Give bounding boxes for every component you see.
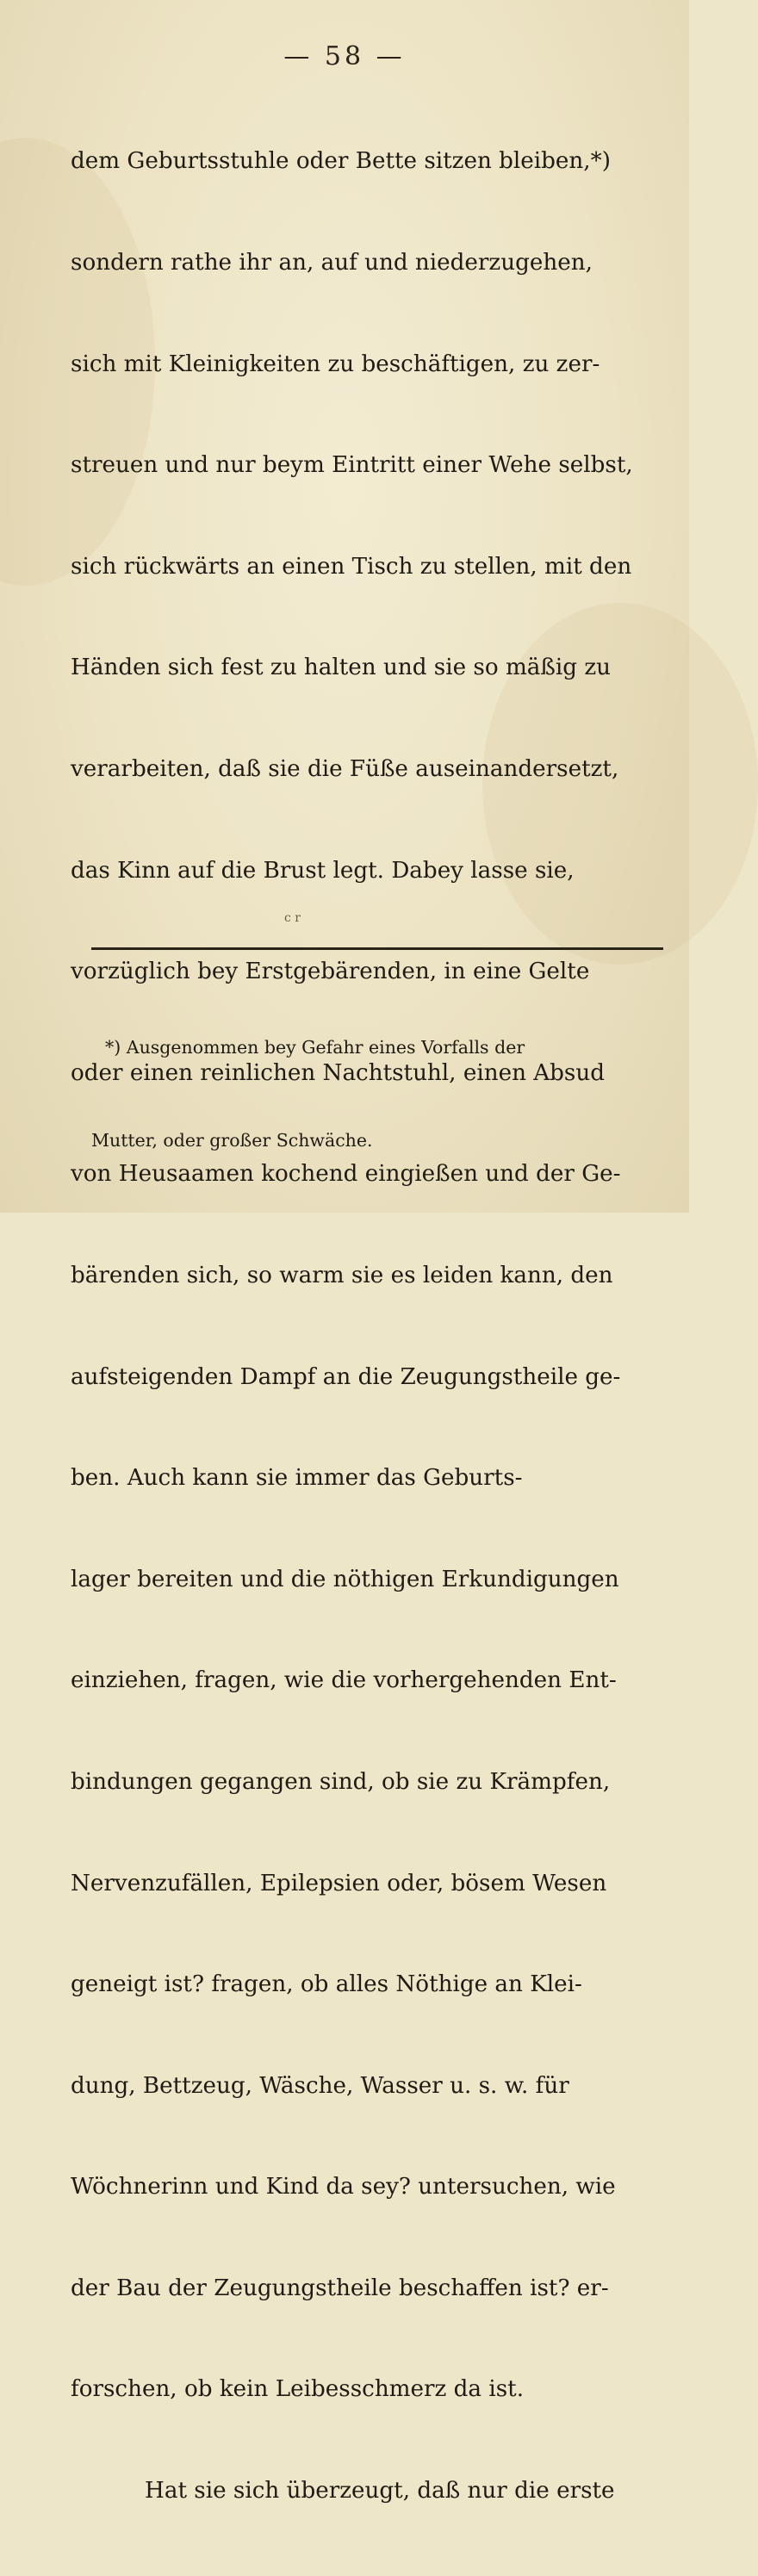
text-line: sich mit Kleinigkeiten zu beschäftigen, zu zer- bbox=[71, 351, 600, 377]
footnote bbox=[91, 970, 660, 1218]
text-line: sich rückwärts an einen Tisch zu stellen, mit den bbox=[71, 553, 632, 580]
text-line: bindungen gegangen sind, ob sie zu Krämpfen, bbox=[71, 1768, 611, 1795]
text-line: geneigt ist? fragen, ob alles Nöthige an Klei- bbox=[71, 1971, 582, 1998]
text-line: verarbeiten, daß sie die Füße auseinandersetzt, bbox=[71, 755, 619, 782]
text-line: lager bereiten und die nöthigen Erkundigungen bbox=[71, 1566, 619, 1592]
footnote-line: Mutter, oder großer Schwäche. bbox=[91, 1130, 373, 1151]
text-line: der Bau der Zeugungstheile beschaffen ist? er- bbox=[71, 2275, 609, 2301]
text-line: einziehen, fragen, wie die vorhergehenden Ent- bbox=[71, 1667, 617, 1694]
text-line: Wöchnerinn und Kind da sey? untersuchen, wie bbox=[71, 2174, 616, 2200]
footnote-line: *) Ausgenommen bey Gefahr eines Vorfalls der bbox=[105, 1037, 525, 1058]
text-line: ben. Auch kann sie immer das Geburts- bbox=[71, 1465, 523, 1492]
text-line: vorzüglich bey Erstgebärenden, in eine Gelte bbox=[71, 959, 590, 985]
text-line: Hat sie sich überzeugt, daß nur die erste bbox=[145, 2478, 615, 2505]
text-line: Nervenzufällen, Epilepsien oder, bösem Wesen bbox=[71, 1870, 607, 1896]
text-line: aufsteigenden Dampf an die Zeugungstheile ge- bbox=[71, 1363, 621, 1390]
text-line: Händen sich fest zu halten und sie so mäßig zu bbox=[71, 655, 612, 681]
catchword: c r bbox=[284, 911, 301, 925]
text-line: oder einen reinlichen Nachtstuhl, einen Absud bbox=[71, 1059, 605, 1086]
body-text bbox=[71, 78, 631, 2576]
text-line: sondern rathe ihr an, auf und niederzugehen, bbox=[71, 250, 593, 276]
footnote-rule bbox=[91, 947, 663, 950]
text-line: streuen und nur beym Eintritt einer Wehe selbst, bbox=[71, 452, 633, 479]
page-number-header: — 58 — bbox=[283, 41, 406, 71]
text-line: bärenden sich, so warm sie es leiden kann, den bbox=[71, 1262, 613, 1288]
text-line: von Heusaamen kochend eingießen und der Ge- bbox=[71, 1161, 621, 1188]
text-line: forschen, ob kein Leibesschmerz da ist. bbox=[71, 2376, 525, 2403]
text-line: das Kinn auf die Brust legt. Dabey lasse sie, bbox=[71, 857, 575, 884]
text-line: dung, Bettzeug, Wäsche, Wasser u. s. w. für bbox=[71, 2072, 569, 2099]
text-line: dem Geburtsstuhle oder Bette sitzen bleiben,*) bbox=[71, 148, 611, 175]
